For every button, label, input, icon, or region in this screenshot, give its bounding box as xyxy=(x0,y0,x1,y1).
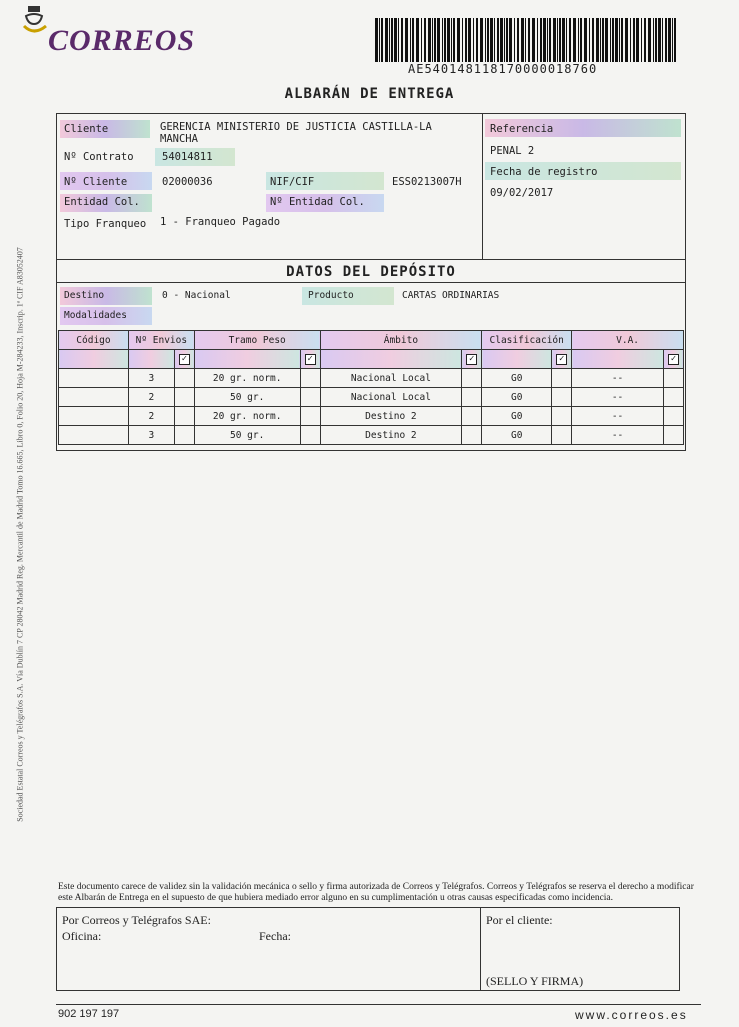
referencia-label: Referencia xyxy=(490,123,554,135)
fecha-label: Fecha de registro xyxy=(490,166,598,178)
producto-label: Producto xyxy=(308,290,354,301)
oficina-label: Oficina: xyxy=(62,929,102,943)
col-tramo: Tramo Peso xyxy=(194,331,320,350)
n-cliente-value: 02000036 xyxy=(162,176,213,188)
tipo-value: 1 - Franqueo Pagado xyxy=(160,216,281,228)
por-correos-label: Por Correos y Telégrafos SAE: xyxy=(62,913,211,927)
table-row: 2 50 gr. Nacional Local G0 -- xyxy=(59,388,684,407)
checkbox-va[interactable]: ✓ xyxy=(668,354,679,365)
cliente-value: GERENCIA MINISTERIO DE JUSTICIA CASTILLA-LA MANCHA xyxy=(160,121,432,145)
referencia-value: PENAL 2 xyxy=(490,145,535,157)
document-title: ALBARÁN DE ENTREGA xyxy=(284,86,455,102)
sello-label: (SELLO Y FIRMA) xyxy=(486,974,584,988)
checkbox-row xyxy=(59,350,684,369)
phone-number: 902 197 197 xyxy=(58,1008,120,1020)
col-ambito: Ámbito xyxy=(320,331,482,350)
header-divider xyxy=(482,113,483,259)
deposito-title: DATOS DEL DEPÓSITO xyxy=(286,264,456,280)
barcode xyxy=(375,18,680,62)
por-cliente-label: Por el cliente: xyxy=(486,913,553,927)
disclaimer: Este documento carece de validez sin la validación mecánica o sello y firma autorizada de Correos y Telégrafos. Correos y Telégrafos se reserva el derecho a modificar este Albarán de Entrega en el supuesto de que hubiera mediado error alguno en su cumplimentación u otras causas especificadas como incidencia. xyxy=(58,882,694,903)
modalidades-label: Modalidades xyxy=(64,310,127,321)
n-entidad-label: Nº Entidad Col. xyxy=(270,196,365,208)
contrato-label: Nº Contrato xyxy=(64,151,134,163)
col-codigo: Código xyxy=(59,331,129,350)
col-va: V.A. xyxy=(572,331,684,350)
destino-label: Destino xyxy=(64,290,105,301)
col-clasificacion: Clasificación xyxy=(482,331,572,350)
checkbox-envios[interactable]: ✓ xyxy=(179,354,190,365)
fecha-value: 09/02/2017 xyxy=(490,187,554,199)
checkbox-ambito[interactable]: ✓ xyxy=(466,354,477,365)
barcode-number: AE540148118170000018760 xyxy=(408,62,598,76)
deposito-table xyxy=(58,330,684,445)
producto-value: CARTAS ORDINARIAS xyxy=(402,290,500,301)
nif-label: NIF/CIF xyxy=(270,176,315,188)
side-legal-text: Sociedad Estatal Correos y Telégrafos S.A. Vía Dublín 7 CP 28042 Madrid Reg. Mercantil de Madrid Tomo 16.665, Libro 0, Folio 20, Hoja M-284233, Inscrip. 1ª CIF A83052407 xyxy=(15,247,25,822)
entidad-label: Entidad Col. xyxy=(64,196,140,208)
cliente-label: Cliente xyxy=(64,123,109,135)
checkbox-clasificacion[interactable]: ✓ xyxy=(556,354,567,365)
table-header-row xyxy=(59,331,684,350)
table-row: 2 20 gr. norm. Destino 2 G0 -- xyxy=(59,407,684,426)
correos-logo-icon xyxy=(20,4,50,38)
table-row: 3 50 gr. Destino 2 G0 -- xyxy=(59,426,684,445)
n-cliente-label: Nº Cliente xyxy=(64,176,128,188)
table-row: 3 20 gr. norm. Nacional Local G0 -- xyxy=(59,369,684,388)
nif-value: ESS0213007H xyxy=(392,176,462,188)
tipo-label: Tipo Franqueo xyxy=(64,218,147,230)
destino-value: 0 - Nacional xyxy=(162,290,231,301)
website[interactable]: www.correos.es xyxy=(575,1008,688,1022)
contrato-value: 54014811 xyxy=(162,151,213,163)
checkbox-tramo[interactable]: ✓ xyxy=(305,354,316,365)
brand-name: CORREOS xyxy=(48,24,196,57)
fecha-footer-label: Fecha: xyxy=(259,929,291,943)
col-envios: Nº Envios xyxy=(128,331,194,350)
